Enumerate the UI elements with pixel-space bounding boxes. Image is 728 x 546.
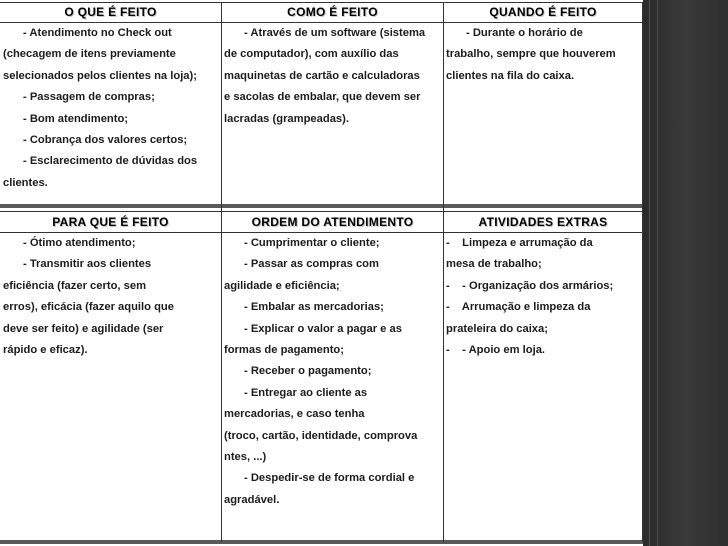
column-divider-1 bbox=[221, 2, 222, 542]
list-item: mesa de trabalho; bbox=[446, 258, 542, 271]
list-item: - Esclarecimento de dúvidas dos bbox=[23, 155, 198, 168]
list-item: de computador), com auxílio das bbox=[224, 48, 399, 61]
panel-line bbox=[657, 0, 658, 546]
list-item: - - Organização dos armários; bbox=[446, 279, 614, 292]
list-item: - Transmitir aos clientes bbox=[23, 258, 152, 271]
list-item: formas de pagamento; bbox=[224, 344, 344, 357]
header-para-que-e-feito: PARA QUE É FEITO bbox=[52, 215, 169, 229]
header-atividades-extras: ATIVIDADES EXTRAS bbox=[478, 215, 608, 229]
cell-ordem-do-atendimento bbox=[224, 233, 417, 511]
list-item: agradável. bbox=[224, 493, 280, 506]
header-ordem-do-atendimento: ORDEM DO ATENDIMENTO bbox=[251, 215, 414, 229]
cell-quando-e-feito bbox=[446, 23, 616, 87]
section-divider-top bbox=[0, 204, 643, 208]
list-item: - Durante o horário de bbox=[466, 27, 583, 39]
list-item: deve ser feito) e agilidade (ser bbox=[3, 322, 164, 335]
list-item: clientes. bbox=[3, 176, 48, 189]
list-item: - Cumprimentar o cliente; bbox=[244, 237, 380, 249]
list-item: eficiência (fazer certo, sem bbox=[3, 279, 147, 292]
list-item: agilidade e eficiência; bbox=[224, 279, 340, 292]
list-item: (checagem de itens previamente bbox=[3, 48, 176, 61]
list-item: rápido e eficaz). bbox=[3, 344, 88, 357]
column-divider-2 bbox=[443, 2, 444, 542]
list-item: - Entregar ao cliente as bbox=[244, 386, 368, 399]
header-quando-e-feito: QUANDO É FEITO bbox=[489, 5, 597, 19]
list-item: maquinetas de cartão e calculadoras bbox=[224, 69, 420, 82]
list-item: prateleira do caixa; bbox=[446, 322, 548, 335]
cell-como-e-feito bbox=[224, 23, 425, 130]
slide-side-panel bbox=[643, 0, 728, 546]
list-item: (troco, cartão, identidade, comprova bbox=[224, 429, 418, 442]
list-item: - Passagem de compras; bbox=[23, 91, 155, 104]
list-item: - Receber o pagamento; bbox=[244, 365, 372, 378]
table-bottom-border bbox=[0, 540, 643, 544]
cell-atividades-extras bbox=[446, 233, 613, 361]
list-item: clientes na fila do caixa. bbox=[446, 69, 575, 82]
list-item: - Embalar as mercadorias; bbox=[244, 301, 384, 314]
list-item: ntes, ...) bbox=[224, 451, 267, 464]
list-item: e sacolas de embalar, que devem ser bbox=[224, 91, 421, 104]
list-item: - Explicar o valor a pagar e as bbox=[244, 322, 402, 335]
list-item: - Cobrança dos valores certos; bbox=[23, 134, 188, 147]
list-item: - Através de um software (sistema bbox=[244, 27, 426, 39]
header-como-e-feito: COMO É FEITO bbox=[287, 5, 378, 19]
list-item: - Arrumação e limpeza da bbox=[446, 301, 591, 314]
list-item: - Atendimento no Check out bbox=[23, 27, 172, 39]
list-item: lacradas (grampeadas). bbox=[224, 112, 349, 125]
list-item: - Ótimo atendimento; bbox=[23, 237, 136, 249]
list-item: selecionados pelos clientes na loja); bbox=[3, 69, 197, 82]
panel-line bbox=[649, 0, 650, 546]
list-item: erros), eficácia (fazer aquilo que bbox=[3, 301, 174, 314]
cell-o-que-e-feito bbox=[3, 23, 197, 194]
list-item: - Passar as compras com bbox=[244, 258, 379, 271]
list-item: - Despedir-se de forma cordial e bbox=[244, 472, 415, 485]
list-item: - Limpeza e arrumação da bbox=[446, 237, 593, 249]
list-item: trabalho, sempre que houverem bbox=[446, 48, 616, 61]
list-item: mercadorias, e caso tenha bbox=[224, 408, 365, 421]
list-item: - - Apoio em loja. bbox=[446, 344, 546, 357]
cell-para-que-e-feito bbox=[3, 233, 174, 361]
list-item: - Bom atendimento; bbox=[23, 112, 129, 125]
header-o-que-e-feito: O QUE É FEITO bbox=[64, 5, 157, 19]
